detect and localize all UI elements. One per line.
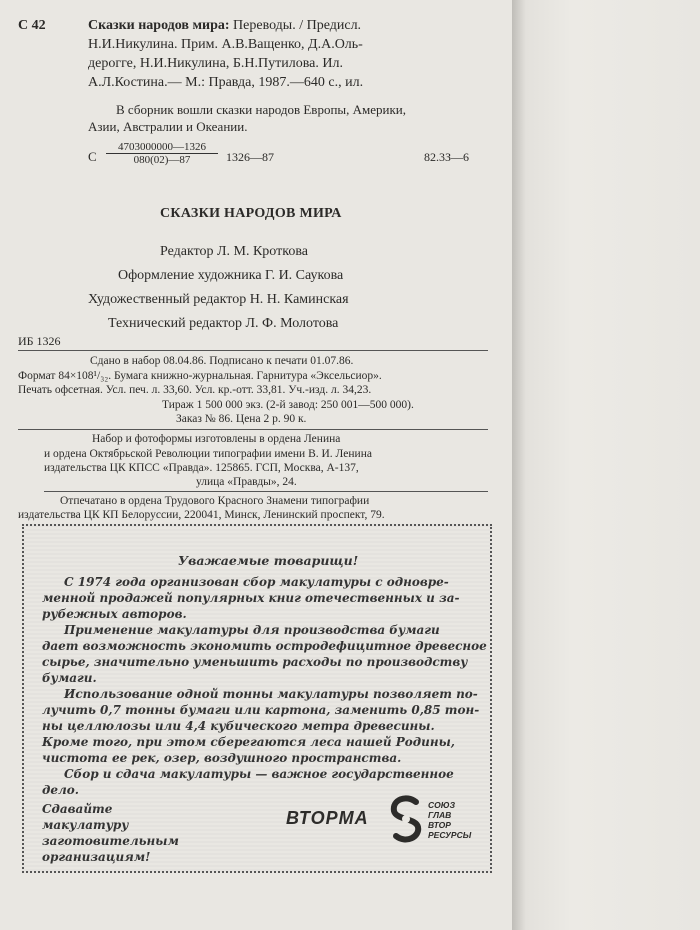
notice-line: сырье, значительно уменьшить расходы по производству — [42, 655, 468, 669]
call-line: заготовительным — [42, 834, 179, 848]
imprint-rule — [18, 429, 488, 430]
notice-line: дело. — [42, 783, 79, 797]
notice-line: С 1974 года организован сбор макулатуры с одновре- — [64, 575, 449, 589]
call-line: организациям! — [42, 850, 151, 864]
design-credit: Оформление художника Г. И. Саукова — [118, 268, 344, 283]
printed-line: Отпечатано в ордена Трудового Красного Знамени типографии — [60, 495, 370, 507]
book-title: СКАЗКИ НАРОДОВ МИРА — [160, 206, 342, 221]
typeset-line: улица «Правды», 24. — [196, 476, 297, 488]
vtorma-side-text — [428, 800, 471, 840]
typeset-line: издательства ЦК КПСС «Правда». 125865. ГСП, Москва, А-137, — [44, 462, 359, 474]
imprint-rule — [18, 350, 488, 351]
index-middle: 1326—87 — [226, 150, 274, 164]
notice-line: ны целлюлозы или 4,4 кубического метра древесины. — [42, 719, 435, 733]
notice-line: Применение макулатуры для производства бумаги — [64, 623, 440, 637]
notice-line: дает возможность экономить остродефицитное древесное — [42, 639, 487, 653]
index-letter: С — [88, 149, 97, 164]
index-fraction-denominator: 080(02)—87 — [133, 154, 191, 166]
facing-page — [512, 0, 700, 930]
vtorma-emblem-icon — [386, 794, 426, 844]
printed-line: издательства ЦК КП Белоруссии, 220041, Минск, Ленинский проспект, 79. — [18, 509, 385, 521]
editor-credit: Редактор Л. М. Кроткова — [160, 244, 308, 259]
vtorma-side-line: ВТОР — [428, 820, 451, 830]
notice-line: Кроме того, при этом сберегаются леса нашей Родины, — [42, 735, 455, 749]
imprint-rule — [44, 491, 488, 492]
imprint-line: Сдано в набор 08.04.86. Подписано к печати 01.07.86. — [90, 355, 354, 367]
index-fraction-numerator: 4703000000—1326 — [106, 141, 218, 154]
catalog-line — [88, 18, 361, 34]
notice-line: бумаги. — [42, 671, 97, 685]
tech-editor-credit: Технический редактор Л. Ф. Молотова — [108, 316, 339, 331]
ib-number: ИБ 1326 — [18, 334, 61, 348]
notice-line: Использование одной тонны макулатуры позволяет по- — [64, 687, 478, 701]
art-editor-credit: Художественный редактор Н. Н. Каминская — [88, 292, 349, 307]
notice-heading: Уважаемые товарищи! — [178, 553, 359, 568]
typeset-line: Набор и фотоформы изготовлены в ордена Ленина — [92, 433, 341, 445]
catalog-annotation: В сборник вошли сказки народов Европы, Америки, — [116, 102, 407, 117]
recycling-notice — [22, 524, 492, 873]
imprint-line: Формат 84×108¹/₃₂. Бумага книжно-журнальная. Гарнитура «Эксельсиор». — [18, 370, 382, 382]
bbk-code: 82.3З—6 — [424, 150, 470, 164]
call-line: макулатуру — [42, 818, 129, 832]
notice-line: менной продажей популярных книг отечественных и за- — [42, 591, 460, 605]
catalog-code: С 42 — [18, 18, 46, 33]
vtorma-side-line: ГЛАВ — [428, 810, 452, 820]
notice-line: Сбор и сдача макулатуры — важное государственное — [64, 767, 454, 781]
catalog-line: дерогге, Н.И.Никулина, Б.Н.Путилова. Ил. — [88, 56, 343, 71]
imprint-line: Заказ № 86. Цена 2 р. 90 к. — [176, 413, 307, 425]
catalog-line-rest: Переводы. / Предисл. — [229, 18, 362, 33]
vtorma-side-line: СОЮЗ — [428, 800, 456, 810]
vtorma-logo-text: ВТОРМА — [286, 808, 369, 828]
imprint-line: Тираж 1 500 000 экз. (2-й завод: 250 001—500 000). — [162, 399, 414, 411]
catalog-title: Сказки народов мира: — [88, 18, 230, 33]
notice-line: рубежных авторов. — [42, 607, 187, 621]
notice-line: лучить 0,7 тонны бумаги или картона, заменить 0,85 тон- — [42, 703, 480, 717]
call-line: Сдавайте — [42, 802, 113, 816]
catalog-annotation: Азии, Австралии и Океании. — [88, 119, 248, 134]
catalog-line: А.Л.Костина.— М.: Правда, 1987.—640 с., ил. — [88, 75, 364, 90]
notice-line: чистота ее рек, озер, воздушного пространства. — [42, 751, 402, 765]
catalog-line: Н.И.Никулина. Прим. А.В.Ващенко, Д.А.Оль- — [88, 37, 363, 52]
vtorma-side-line: РЕСУРСЫ — [428, 830, 472, 840]
imprint-line: Печать офсетная. Усл. печ. л. 33,60. Усл. кр.-отт. 33,81. Уч.-изд. л. 34,23. — [18, 384, 372, 396]
typeset-line: и ордена Октябрьской Революции типографии имени В. И. Ленина — [44, 448, 372, 460]
index-fraction — [106, 141, 218, 166]
